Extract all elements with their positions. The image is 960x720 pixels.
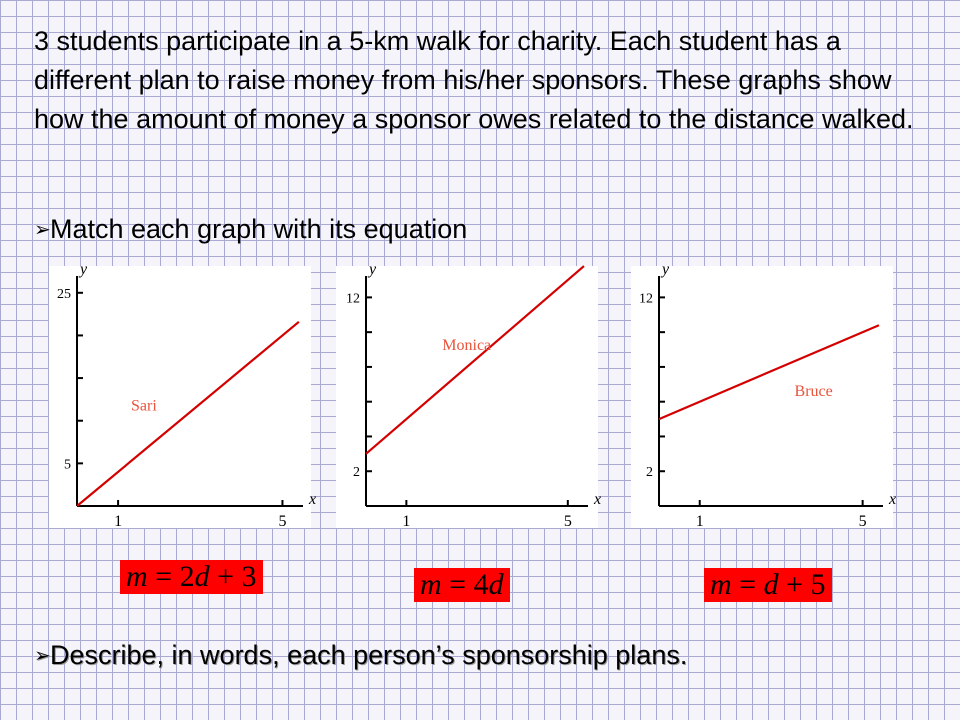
equation-2-lhs: m — [420, 568, 442, 601]
series-line-monica — [366, 266, 584, 454]
equation-3-rest: + 5 — [778, 568, 826, 601]
equation-1 — [120, 560, 263, 594]
series-label-monica: Monica — [442, 337, 492, 355]
instruction-match — [34, 214, 467, 245]
y-axis-label: y — [369, 261, 377, 278]
graph-monica — [336, 261, 602, 530]
equation-2-coef: 4 — [473, 568, 489, 601]
chart-monica-svg — [336, 261, 602, 530]
problem-statement: 3 students participate in a 5-km walk for charity. Each student has a different plan to raise money from his/her sponsors. These graphs show how the amount of money a sponsor owes related to the distance walked. — [34, 26, 914, 134]
equation-2 — [414, 568, 510, 602]
y-tick-label: 2 — [353, 465, 360, 481]
graph-bruce — [631, 261, 897, 530]
equation-1-coef: 2 — [179, 560, 195, 593]
instruction-describe-text: Describe, in words, each person’s sponsorship plans. — [50, 640, 688, 670]
y-tick-label: 12 — [346, 291, 360, 307]
equation-1-op: = — [147, 560, 180, 593]
graph-sari — [49, 261, 317, 530]
equation-1-lhs: m — [126, 560, 148, 593]
x-tick-label: 1 — [402, 513, 411, 530]
instruction-match-text: Match each graph with its equation — [50, 214, 468, 244]
y-axis-label: y — [80, 261, 88, 278]
series-label-sari: Sari — [131, 397, 157, 415]
equation-1-rest: + 3 — [209, 560, 257, 593]
x-tick-label: 5 — [563, 513, 572, 530]
equation-1-var: d — [194, 560, 210, 593]
y-tick-label: 25 — [57, 286, 71, 302]
y-tick-label: 5 — [64, 457, 71, 473]
equation-2-op: = — [441, 568, 474, 601]
y-tick-label: 2 — [646, 465, 653, 481]
series-line-sari — [77, 322, 299, 506]
x-tick-label: 1 — [695, 513, 704, 530]
series-line-bruce — [659, 325, 879, 419]
arrow-bullet-icon: ➢ — [34, 219, 51, 241]
x-axis-label: x — [309, 491, 317, 508]
x-tick-label: 5 — [858, 513, 867, 530]
chart-bruce-svg — [631, 261, 897, 530]
equation-3-var: d — [763, 568, 779, 601]
x-axis-label: x — [889, 491, 897, 508]
x-axis-label: x — [594, 491, 602, 508]
equation-3 — [704, 568, 832, 602]
equation-3-lhs: m — [710, 568, 732, 601]
arrow-bullet-icon: ➢ — [34, 645, 51, 667]
chart-sari-svg — [49, 261, 317, 530]
series-label-bruce: Bruce — [794, 382, 833, 400]
x-tick-label: 1 — [114, 513, 123, 530]
equation-3-op: = — [731, 568, 764, 601]
x-tick-label: 5 — [278, 513, 287, 530]
y-tick-label: 12 — [639, 291, 653, 307]
y-axis-label: y — [662, 261, 670, 278]
equation-2-var: d — [488, 568, 504, 601]
instruction-describe — [34, 640, 687, 671]
